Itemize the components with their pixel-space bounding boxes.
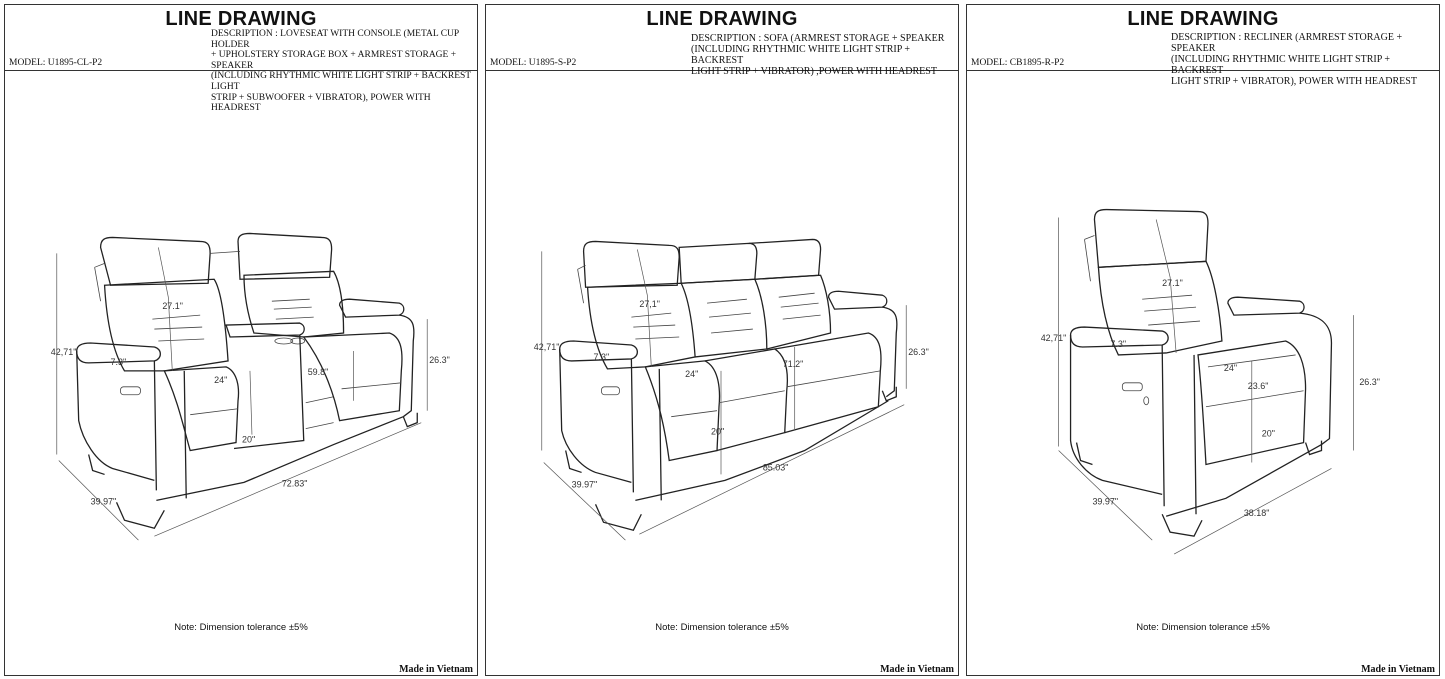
dim-height: 42,71" — [533, 341, 560, 352]
description-line: LIGHT STRIP + VIBRATOR) ,POWER WITH HEADREST — [691, 66, 937, 77]
description-line: DESCRIPTION : LOVESEAT WITH CONSOLE (METAL CUP HOLDER — [211, 29, 459, 50]
headrest — [1094, 210, 1208, 268]
recliner-svg — [967, 71, 1439, 611]
tolerance-note: Note: Dimension tolerance ±5% — [174, 622, 308, 633]
arm-right — [340, 299, 404, 317]
made-in-label: Made in Vietnam — [1361, 664, 1435, 675]
model-number: MODEL: CB1895-R-P2 — [971, 58, 1065, 68]
sheet-title: LINE DRAWING — [646, 8, 798, 30]
sheet-header — [967, 5, 1439, 87]
dim-inner: 23.6" — [1247, 380, 1269, 391]
sheet-recliner — [966, 4, 1440, 676]
sofa-svg — [486, 71, 958, 611]
sheet-loveseat — [4, 4, 478, 676]
dim-back: 27.1" — [1162, 278, 1183, 289]
tolerance-note: Note: Dimension tolerance ±5% — [655, 622, 789, 633]
dim-arm-height: 26.3" — [429, 354, 450, 365]
description-line: DESCRIPTION : SOFA (ARMREST STORAGE + SPEAKER — [691, 33, 945, 44]
console-top — [226, 323, 304, 337]
tolerance-note: Note: Dimension tolerance ±5% — [1136, 622, 1270, 633]
dim-seat-depth: 20" — [241, 434, 256, 445]
description-line: + UPHOLSTERY STORAGE BOX + ARMREST STORAGE + SPEAKER — [211, 50, 457, 71]
arm-right — [1228, 297, 1304, 315]
description-line: (INCLUDING RHYTHMIC WHITE LIGHT STRIP + BACKREST — [691, 44, 911, 66]
dim-depth: 39.97" — [90, 496, 117, 507]
description-line: LIGHT STRIP + VIBRATOR), POWER WITH HEADREST — [1171, 76, 1417, 87]
dim-width: 85.03" — [762, 462, 789, 473]
description-line: (INCLUDING RHYTHMIC WHITE LIGHT STRIP + BACKREST LIGHT — [211, 71, 471, 92]
headrest-left — [101, 237, 211, 285]
dim-seat-depth: 20" — [1261, 428, 1275, 439]
dim-arm-height: 26.3" — [908, 346, 929, 357]
dim-arm: 7.3" — [1110, 338, 1127, 349]
dim-back: 27.1" — [162, 301, 183, 312]
headrest-2 — [679, 243, 757, 283]
description-line: STRIP + SUBWOOFER + VIBRATOR), POWER WITH HEADREST — [211, 92, 431, 114]
headrest-3 — [749, 239, 821, 279]
seat-left — [164, 367, 238, 451]
description-line: (INCLUDING RHYTHMIC WHITE LIGHT STRIP + BACKREST — [1171, 54, 1391, 76]
dim-seat-depth: 20" — [711, 426, 725, 437]
description-line: DESCRIPTION : RECLINER (ARMREST STORAGE + SPEAKER — [1171, 32, 1403, 54]
dim-back: 27,1" — [639, 299, 660, 310]
loveseat-svg — [5, 71, 477, 611]
sheet-title: LINE DRAWING — [165, 8, 317, 30]
recliner-line-drawing — [967, 71, 1439, 611]
dim-inner: 71.2" — [782, 358, 804, 369]
dim-width: 72.83" — [281, 478, 308, 489]
model-number: MODEL: U1895-S-P2 — [490, 58, 577, 68]
dim-height: 42,71" — [50, 346, 77, 357]
dim-seat-width: 24" — [1223, 362, 1238, 373]
dim-inner: 59.8" — [307, 366, 329, 377]
dim-seat-width: 24" — [214, 374, 228, 385]
dim-arm-height: 26.3" — [1359, 376, 1380, 387]
sheet-header — [5, 5, 477, 114]
made-in-label: Made in Vietnam — [399, 664, 473, 675]
arm-right — [829, 291, 887, 309]
seat-1 — [645, 361, 719, 461]
dim-depth-line — [544, 462, 626, 540]
sheet-header — [486, 5, 958, 77]
made-in-label: Made in Vietnam — [880, 664, 954, 675]
sheet-sofa — [485, 4, 959, 676]
headrest-1 — [584, 241, 680, 287]
dim-arm: 7.3" — [593, 351, 610, 362]
dim-height: 42,71" — [1040, 333, 1067, 343]
dim-arm: 7.3" — [110, 356, 127, 367]
loveseat-line-drawing — [5, 71, 477, 611]
dim-seat-width: 24" — [685, 368, 699, 379]
seat-3 — [775, 333, 881, 433]
model-number: MODEL: U1895-CL-P2 — [9, 58, 103, 68]
dim-width: 38.18" — [1243, 508, 1270, 519]
dim-depth: 39.97" — [1092, 496, 1119, 507]
sheet-title: LINE DRAWING — [1127, 8, 1279, 30]
sofa-line-drawing — [486, 71, 958, 611]
back-right — [244, 271, 344, 337]
dim-depth: 39.97" — [571, 479, 598, 490]
